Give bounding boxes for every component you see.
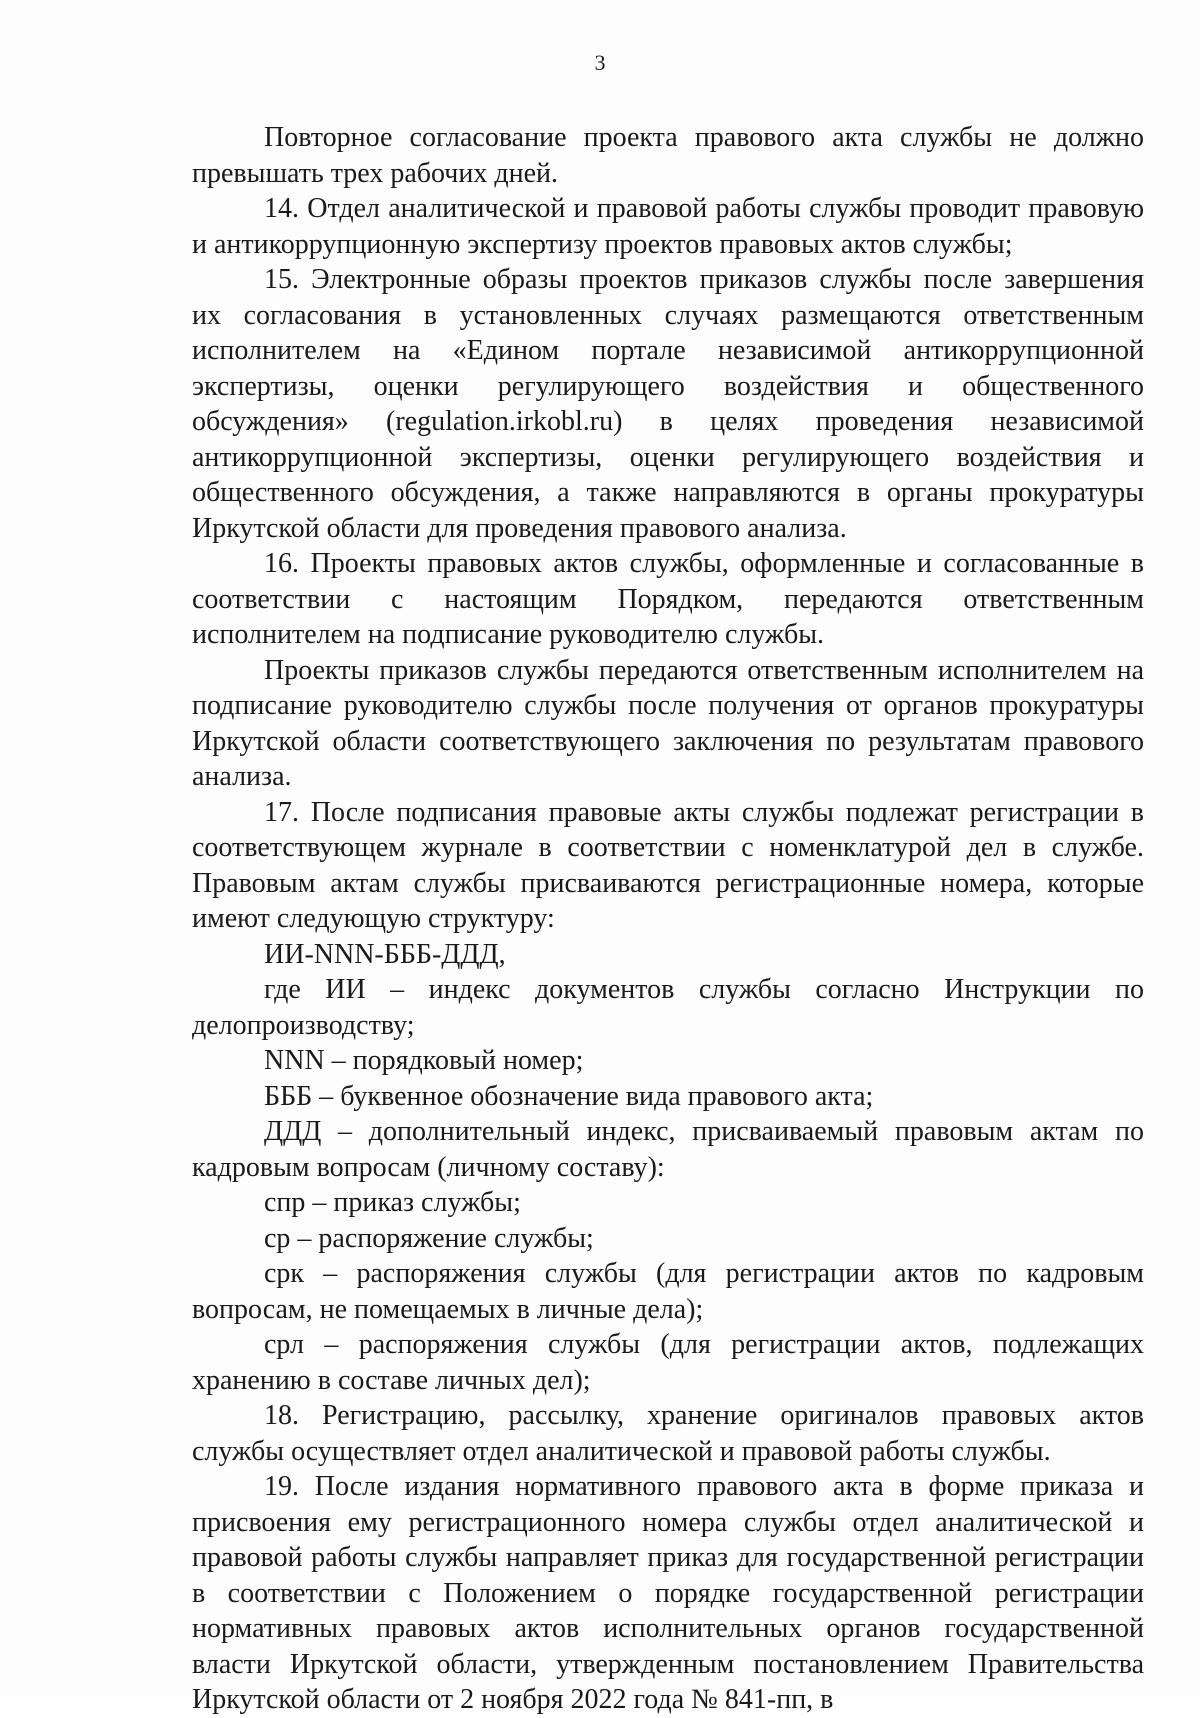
paragraph-code-srk: срк – распоряжения службы (для регистрации актов по кадровым вопросам, не помещаемых в личные дела);: [192, 1258, 1144, 1325]
paragraph-14: 14. Отдел аналитической и правовой работы службы проводит правовую и антикоррупционную экспертизу проектов правовых актов службы;: [192, 193, 1144, 260]
document-body: [192, 120, 1144, 1718]
paragraph-index-ii: где ИИ – индекс документов службы согласно Инструкции по делопроизводству;: [192, 974, 1144, 1041]
paragraph-number-format: ИИ-NNN-БББ-ДДД,: [264, 938, 506, 970]
paragraph-code-sr: ср – распоряжение службы;: [264, 1222, 594, 1254]
paragraph-repeat-approval: Повторное согласование проекта правового акта службы не должно превышать трех рабочих дней.: [192, 122, 1144, 189]
paragraph-18: 18. Регистрацию, рассылку, хранение оригиналов правовых актов службы осуществляет отдел аналитической и правовой работы службы.: [192, 1400, 1144, 1467]
paragraph-16: 16. Проекты правовых актов службы, оформленные и согласованные в соответствии с настоящим Порядком, передаются ответственным исполнителем на подписание руководителю службы.: [192, 548, 1144, 650]
paragraph-index-nnn: NNN – порядковый номер;: [264, 1045, 584, 1076]
paragraph-16-orders: Проекты приказов службы передаются ответственным исполнителем на подписание руководителю службы после получения от органов прокуратуры Иркутской области соответствующего заключения по результатам правового анализа.: [192, 654, 1144, 792]
paragraph-17: 17. После подписания правовые акты службы подлежат регистрации в соответствующем журнале в соответствии с номенклатурой дел в службе. Правовым актам службы присваиваются регистрационные номера, которые имеют следующую структуру:: [192, 796, 1144, 934]
page-number: 3: [594, 50, 606, 75]
paragraph-code-srl: срл – распоряжения службы (для регистрации актов, подлежащих хранению в составе личных дел);: [192, 1329, 1144, 1396]
paragraph-15: 15. Электронные образы проектов приказов службы после завершения их согласования в установленных случаях размещаются ответственным исполнителем на «Едином портале независимой антикоррупционной экспертизы, оценки регулирующего воздействия и общественного обсуждения» (regulation.irkobl.ru) в целях проведения независимой антикоррупционной экспертизы, оценки регулирующего воздействия и общественного обсуждения, а также направляются в органы прокуратуры Иркутской области для проведения правового анализа.: [192, 264, 1144, 544]
paragraph-index-ddd: ДДД – дополнительный индекс, присваиваемый правовым актам по кадровым вопросам (личному составу):: [192, 1116, 1144, 1183]
paragraph-index-bbb: БББ – буквенное обозначение вида правового акта;: [264, 1080, 874, 1112]
paragraph-19: 19. После издания нормативного правового акта в форме приказа и присвоения ему регистрационного номера службы отдел аналитической и правовой работы службы направляет приказ для государственной регистрации в соответствии с Положением о порядке государственной регистрации нормативных правовых актов исполнительных органов государственной власти Иркутской области, утвержденным постановлением Правительства Иркутской области от 2 ноября 2022 года № 841-пп, в: [192, 1471, 1144, 1715]
paragraph-code-spr: спр – приказ службы;: [264, 1187, 521, 1218]
